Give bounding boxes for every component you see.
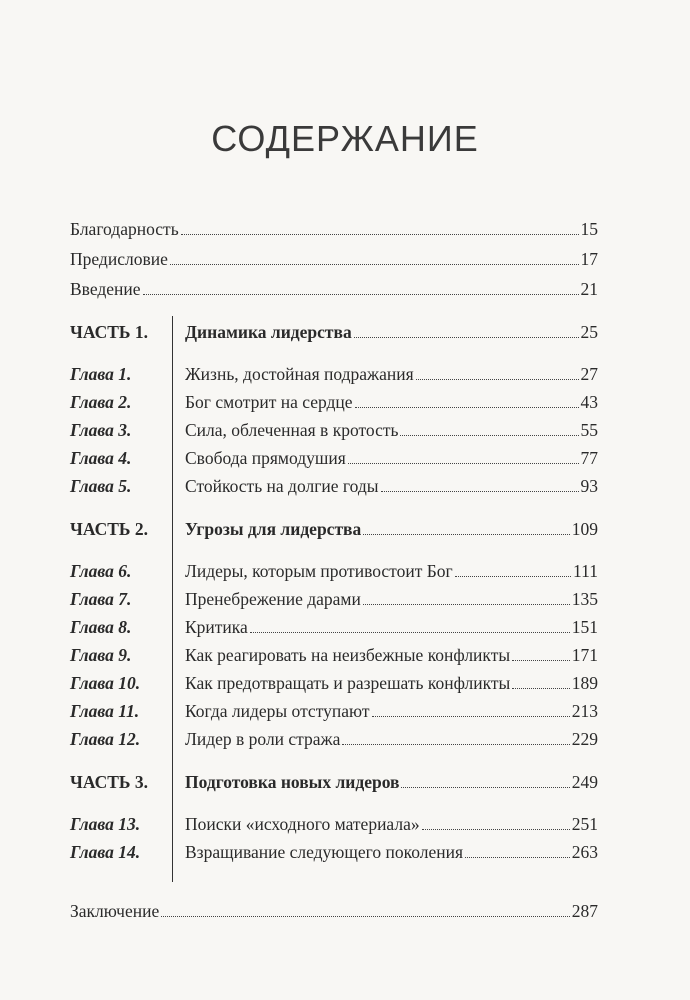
entry-title: Лидеры, которым противостоит Бог [185,561,453,581]
toc-entry-part-2[interactable] [185,518,598,540]
dot-leader [400,435,578,436]
entry-title: Пренебрежение дарами [185,589,361,609]
entry-title: Как реагировать на неизбежные конфликты [185,645,511,665]
toc-entry-chapter[interactable] [185,841,598,863]
entry-title: Заключение [70,901,160,921]
dot-leader [512,660,570,661]
toc-entry-chapter[interactable] [185,391,598,413]
entry-page: 263 [571,842,598,862]
entry-page: 213 [571,701,598,721]
entry-title: Благодарность [70,219,179,239]
entry-title: Когда лидеры отступают [185,701,370,721]
entry-title: Взращивание следующего поколения [185,842,464,862]
entry-title: Поиски «исходного материала» [185,814,420,834]
toc-entry-chapter[interactable] [185,813,598,835]
toc-entry-chapter[interactable] [185,700,598,722]
toc-entry-part-1[interactable] [185,321,598,343]
chapter-label: Глава 13. [70,814,141,834]
entry-page: 251 [571,814,598,834]
dot-leader [363,604,570,605]
dot-leader [422,829,570,830]
entry-page: 15 [580,219,598,239]
dot-leader [181,234,579,235]
entry-title: Критика [185,617,248,637]
entry-title: Стойкость на долгие годы [185,476,379,496]
chapter-label: Глава 2. [70,392,132,412]
entry-title: Лидер в роли стража [185,729,341,749]
dot-leader [381,491,579,492]
entry-page: 17 [580,249,598,269]
entry-page: 135 [571,589,598,609]
part-label: ЧАСТЬ 1. [70,322,148,342]
dot-leader [348,463,579,464]
toc-entry-chapter[interactable] [185,616,598,638]
entry-page: 109 [571,519,598,539]
entry-page: 43 [580,392,598,412]
toc-entry-chapter[interactable] [185,363,598,385]
entry-page: 229 [571,729,598,749]
toc-entry-part-3[interactable] [185,771,598,793]
entry-title: Как предотвращать и разрешать конфликты [185,673,511,693]
dot-leader [455,576,571,577]
dot-leader [372,716,570,717]
toc-entry-chapter[interactable] [185,672,598,694]
chapter-label: Глава 1. [70,364,132,384]
entry-page: 151 [571,617,598,637]
toc-entry-front-1[interactable] [70,248,598,270]
dot-leader [465,857,570,858]
toc-entry-chapter[interactable] [185,728,598,750]
entry-title: Динамика лидерства [185,322,352,342]
dot-leader [401,787,569,788]
chapter-label: Глава 5. [70,476,132,496]
entry-title: Сила, облеченная в кротость [185,420,399,440]
entry-title: Свобода прямодушия [185,448,346,468]
chapter-label: Глава 6. [70,561,132,581]
toc-entry-front-0[interactable] [70,218,598,240]
entry-title: Жизнь, достойная подражания [185,364,414,384]
column-divider [172,316,173,882]
entry-title: Бог смотрит на сердце [185,392,353,412]
entry-title: Угрозы для лидерства [185,519,362,539]
toc-entry-chapter[interactable] [185,419,598,441]
chapter-label: Глава 12. [70,729,141,749]
dot-leader [250,632,570,633]
entry-page: 171 [571,645,598,665]
dot-leader [355,407,579,408]
chapter-label: Глава 11. [70,701,140,721]
toc-entry-chapter[interactable] [185,560,598,582]
dot-leader [143,294,579,295]
entry-title: Введение [70,279,141,299]
part-label: ЧАСТЬ 3. [70,772,148,792]
entry-page: 93 [580,476,598,496]
entry-page: 111 [573,561,598,581]
chapter-label: Глава 4. [70,448,132,468]
entry-page: 287 [571,901,598,921]
entry-page: 249 [571,772,598,792]
chapter-label: Глава 10. [70,673,141,693]
toc-entry-chapter[interactable] [185,588,598,610]
toc-entry-chapter[interactable] [185,475,598,497]
dot-leader [161,916,570,917]
toc-entry-chapter[interactable] [185,447,598,469]
chapter-label: Глава 7. [70,589,132,609]
toc-entry-chapter[interactable] [185,644,598,666]
dot-leader [512,688,569,689]
entry-page: 25 [580,322,598,342]
entry-page: 189 [571,673,598,693]
chapter-label: Глава 9. [70,645,132,665]
entry-page: 77 [580,448,598,468]
part-label: ЧАСТЬ 2. [70,519,148,539]
toc-entry-back-0[interactable] [70,900,598,922]
chapter-label: Глава 8. [70,617,132,637]
page-title: СОДЕРЖАНИЕ [211,118,479,159]
entry-title: Подготовка новых лидеров [185,772,400,792]
dot-leader [416,379,579,380]
dot-leader [170,264,579,265]
entry-title: Предисловие [70,249,168,269]
entry-page: 55 [580,420,598,440]
dot-leader [354,337,579,338]
entry-page: 27 [580,364,598,384]
dot-leader [342,744,569,745]
chapter-label: Глава 3. [70,420,132,440]
entry-page: 21 [580,279,598,299]
dot-leader [363,534,570,535]
chapter-label: Глава 14. [70,842,141,862]
toc-entry-front-2[interactable] [70,278,598,300]
